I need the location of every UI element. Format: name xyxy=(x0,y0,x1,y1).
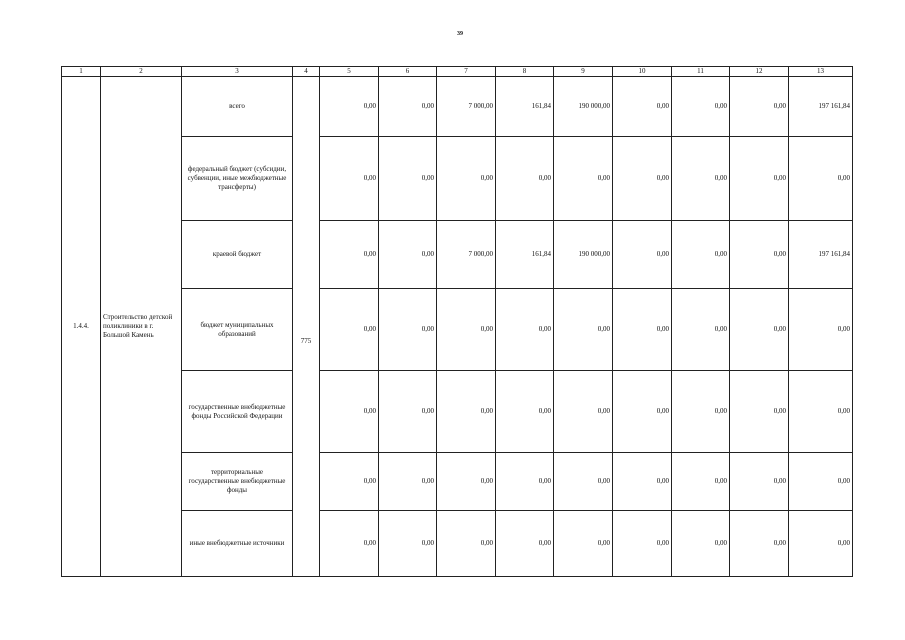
value-cell: 0,00 xyxy=(496,289,554,371)
value-cell: 0,00 xyxy=(379,77,437,137)
column-header: 1 xyxy=(62,67,101,77)
funding-source: бюджет муниципальных образований xyxy=(182,289,293,371)
value-cell: 197 161,84 xyxy=(789,221,853,289)
funding-source: иные внебюджетные источники xyxy=(182,511,293,577)
value-cell: 0,00 xyxy=(730,77,789,137)
column-header: 5 xyxy=(320,67,379,77)
value-cell: 0,00 xyxy=(672,371,730,453)
value-cell: 0,00 xyxy=(672,289,730,371)
table-row xyxy=(62,77,853,137)
value-cell: 0,00 xyxy=(789,289,853,371)
value-cell: 0,00 xyxy=(379,511,437,577)
value-cell: 0,00 xyxy=(730,371,789,453)
column-header: 6 xyxy=(379,67,437,77)
column-header: 2 xyxy=(101,67,182,77)
indicator-value: 775 xyxy=(293,77,320,577)
column-header: 8 xyxy=(496,67,554,77)
value-cell: 0,00 xyxy=(672,453,730,511)
value-cell: 0,00 xyxy=(554,137,613,221)
funding-source: государственные внебюджетные фонды Российской Федерации xyxy=(182,371,293,453)
value-cell: 0,00 xyxy=(379,289,437,371)
value-cell: 0,00 xyxy=(554,511,613,577)
value-cell: 161,84 xyxy=(496,77,554,137)
value-cell: 0,00 xyxy=(320,137,379,221)
value-cell: 0,00 xyxy=(320,221,379,289)
value-cell: 0,00 xyxy=(789,453,853,511)
column-header: 13 xyxy=(789,67,853,77)
column-header: 11 xyxy=(672,67,730,77)
column-header: 12 xyxy=(730,67,789,77)
funding-source: краевой бюджет xyxy=(182,221,293,289)
header-row xyxy=(62,67,853,77)
value-cell: 0,00 xyxy=(437,371,496,453)
value-cell: 0,00 xyxy=(672,221,730,289)
value-cell: 0,00 xyxy=(613,511,672,577)
value-cell: 0,00 xyxy=(789,371,853,453)
value-cell: 7 000,00 xyxy=(437,221,496,289)
value-cell: 0,00 xyxy=(554,371,613,453)
value-cell: 0,00 xyxy=(437,289,496,371)
value-cell: 161,84 xyxy=(496,221,554,289)
value-cell: 0,00 xyxy=(730,221,789,289)
value-cell: 0,00 xyxy=(613,137,672,221)
value-cell: 0,00 xyxy=(437,453,496,511)
funding-source: федеральный бюджет (субсидии, субвенции, иные межбюджетные трансферты) xyxy=(182,137,293,221)
value-cell: 0,00 xyxy=(437,511,496,577)
funding-source: территориальные государственные внебюджетные фонды xyxy=(182,453,293,511)
value-cell: 0,00 xyxy=(379,453,437,511)
column-header: 3 xyxy=(182,67,293,77)
value-cell: 0,00 xyxy=(613,77,672,137)
column-header: 9 xyxy=(554,67,613,77)
value-cell: 0,00 xyxy=(320,289,379,371)
value-cell: 0,00 xyxy=(320,453,379,511)
value-cell: 0,00 xyxy=(554,289,613,371)
value-cell: 0,00 xyxy=(320,511,379,577)
value-cell: 0,00 xyxy=(554,453,613,511)
column-header: 4 xyxy=(293,67,320,77)
value-cell: 0,00 xyxy=(613,289,672,371)
value-cell: 0,00 xyxy=(789,137,853,221)
value-cell: 0,00 xyxy=(379,371,437,453)
value-cell: 0,00 xyxy=(730,137,789,221)
funding-source: всего xyxy=(182,77,293,137)
column-header: 7 xyxy=(437,67,496,77)
value-cell: 0,00 xyxy=(730,289,789,371)
value-cell: 0,00 xyxy=(379,137,437,221)
value-cell: 0,00 xyxy=(613,221,672,289)
budget-table xyxy=(61,66,853,577)
value-cell: 0,00 xyxy=(320,371,379,453)
value-cell: 190 000,00 xyxy=(554,221,613,289)
value-cell: 0,00 xyxy=(613,453,672,511)
value-cell: 197 161,84 xyxy=(789,77,853,137)
value-cell: 0,00 xyxy=(789,511,853,577)
value-cell: 190 000,00 xyxy=(554,77,613,137)
value-cell: 7 000,00 xyxy=(437,77,496,137)
value-cell: 0,00 xyxy=(613,371,672,453)
value-cell: 0,00 xyxy=(730,511,789,577)
value-cell: 0,00 xyxy=(672,511,730,577)
item-name: Строительство детской поликлиники в г. Большой Камень xyxy=(101,77,182,577)
item-code: 1.4.4. xyxy=(62,77,101,577)
value-cell: 0,00 xyxy=(320,77,379,137)
value-cell: 0,00 xyxy=(496,137,554,221)
value-cell: 0,00 xyxy=(437,137,496,221)
value-cell: 0,00 xyxy=(496,453,554,511)
column-header: 10 xyxy=(613,67,672,77)
value-cell: 0,00 xyxy=(496,371,554,453)
value-cell: 0,00 xyxy=(672,137,730,221)
value-cell: 0,00 xyxy=(496,511,554,577)
value-cell: 0,00 xyxy=(379,221,437,289)
value-cell: 0,00 xyxy=(672,77,730,137)
page-number: 39 xyxy=(457,31,463,37)
value-cell: 0,00 xyxy=(730,453,789,511)
